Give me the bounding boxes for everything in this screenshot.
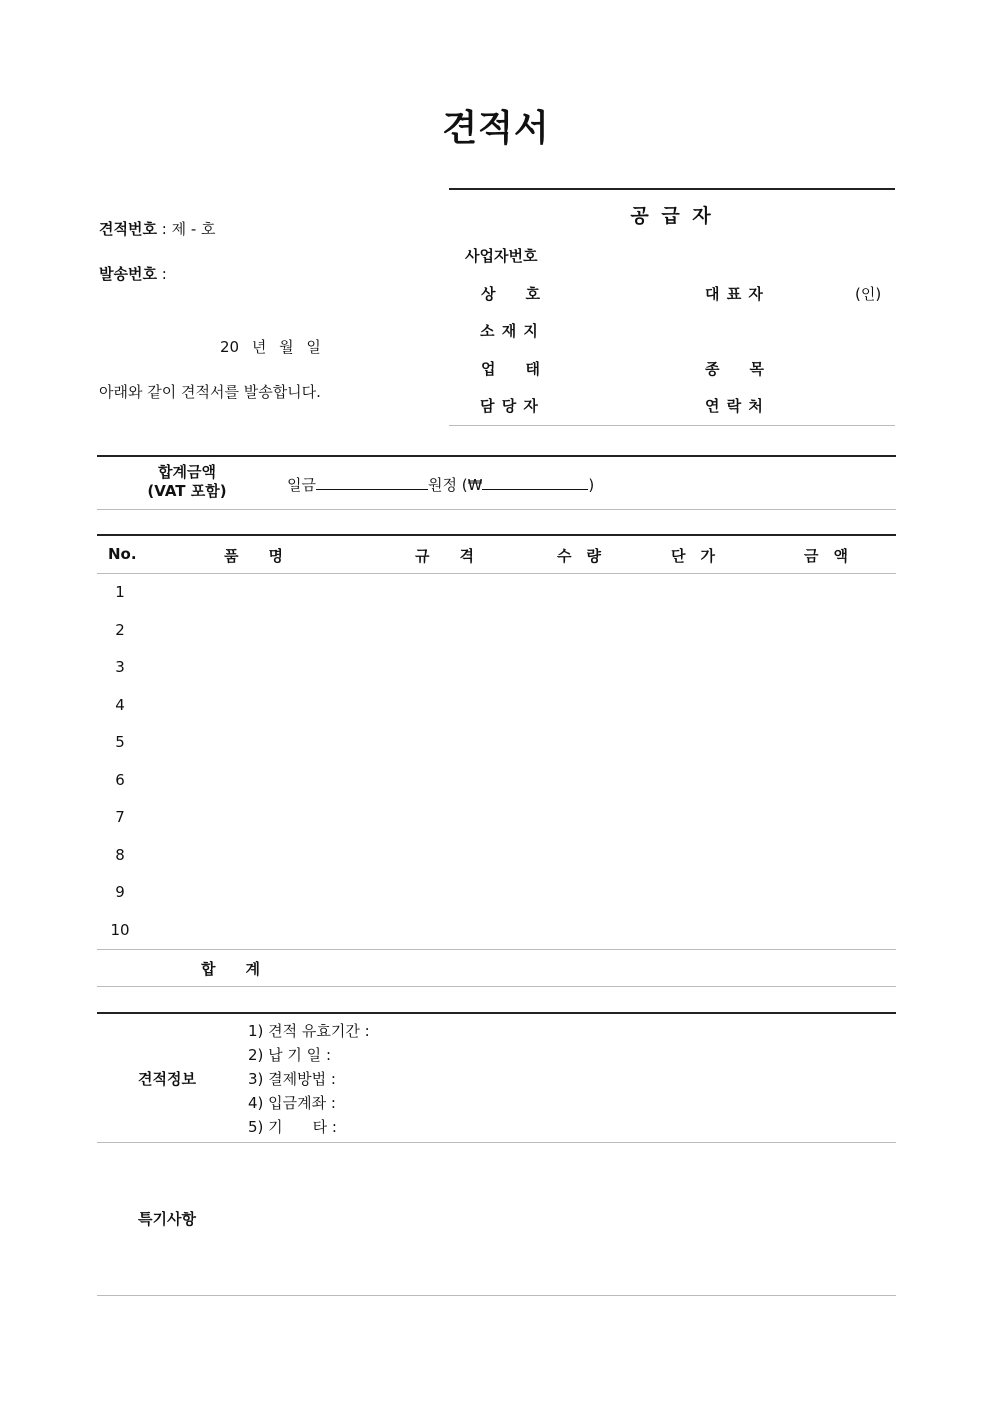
business-number-label: 사업자번호 <box>465 247 538 265</box>
remarks-bottom-rule <box>97 1295 896 1296</box>
sum-label: 합 계 <box>201 960 260 978</box>
supplier-heading: 공 급 자 <box>630 205 714 227</box>
total-label-line1: 합계금액 <box>158 463 216 481</box>
representative-label: 대 표 자 <box>705 285 764 303</box>
table-row: 8 <box>115 846 125 864</box>
send-number <box>99 263 167 284</box>
estimate-number-value: : 제 - 호 <box>161 220 216 238</box>
info-line-validity: 1) 견적 유효기간 : <box>248 1022 370 1040</box>
header-amount: 금 액 <box>804 547 848 565</box>
table-row: 1 <box>115 583 125 601</box>
total-label-line2: (VAT 포함) <box>147 482 227 500</box>
supplier-bottom-rule <box>449 425 895 426</box>
header-no: No. <box>108 545 137 563</box>
header-quantity: 수 량 <box>557 547 601 565</box>
business-type-label: 업 태 <box>481 360 540 378</box>
send-number-value: : <box>161 265 167 283</box>
ilgeum-blank[interactable] <box>316 473 428 490</box>
header-spec: 규 격 <box>415 547 474 565</box>
table-row: 9 <box>115 883 125 901</box>
info-line-delivery: 2) 납 기 일 : <box>248 1046 331 1064</box>
info-line-other: 5) 기 타 : <box>248 1118 337 1136</box>
table-row: 6 <box>115 771 125 789</box>
table-header-rule <box>97 573 896 574</box>
send-number-label: 발송번호 <box>99 265 157 283</box>
total-label <box>127 463 247 501</box>
manager-label: 담 당 자 <box>480 397 539 415</box>
table-row: 5 <box>115 733 125 751</box>
total-top-rule <box>97 455 896 457</box>
supplier-top-rule <box>449 188 895 190</box>
remarks-label: 특기사항 <box>138 1210 196 1228</box>
won-blank[interactable] <box>482 473 588 490</box>
company-label: 상 호 <box>481 285 540 303</box>
estimate-number <box>99 218 216 239</box>
table-row: 10 <box>110 921 130 939</box>
info-line-payment: 3) 결제방법 : <box>248 1070 336 1088</box>
table-row: 2 <box>115 621 125 639</box>
contact-label: 연 락 처 <box>705 397 764 415</box>
wonjeong-label: 원정 (₩ <box>427 476 483 494</box>
table-row: 3 <box>115 658 125 676</box>
info-bottom-rule <box>97 1142 896 1143</box>
document-title: 견적서 <box>442 108 550 149</box>
address-label: 소 재 지 <box>480 322 539 340</box>
total-bottom-rule <box>97 509 896 510</box>
header-item-name: 품 명 <box>224 547 283 565</box>
intro-text: 아래와 같이 견적서를 발송합니다. <box>99 383 321 401</box>
estimate-number-label: 견적번호 <box>99 220 157 238</box>
table-row: 4 <box>115 696 125 714</box>
table-top-rule <box>97 534 896 536</box>
close-paren: ) <box>588 476 595 494</box>
info-line-account: 4) 입금계좌 : <box>248 1094 336 1112</box>
header-unit-price: 단 가 <box>671 547 715 565</box>
total-amount-line <box>287 473 594 495</box>
info-label: 견적정보 <box>138 1070 196 1088</box>
business-item-label: 종 목 <box>705 360 764 378</box>
info-top-rule <box>97 1012 896 1014</box>
date-line: 20 년 월 일 <box>220 338 321 356</box>
table-rows-bottom-rule <box>97 949 896 950</box>
ilgeum-label: 일금 <box>287 476 316 494</box>
sum-bottom-rule <box>97 986 896 987</box>
seal-mark: (인) <box>855 285 882 303</box>
table-row: 7 <box>115 808 125 826</box>
